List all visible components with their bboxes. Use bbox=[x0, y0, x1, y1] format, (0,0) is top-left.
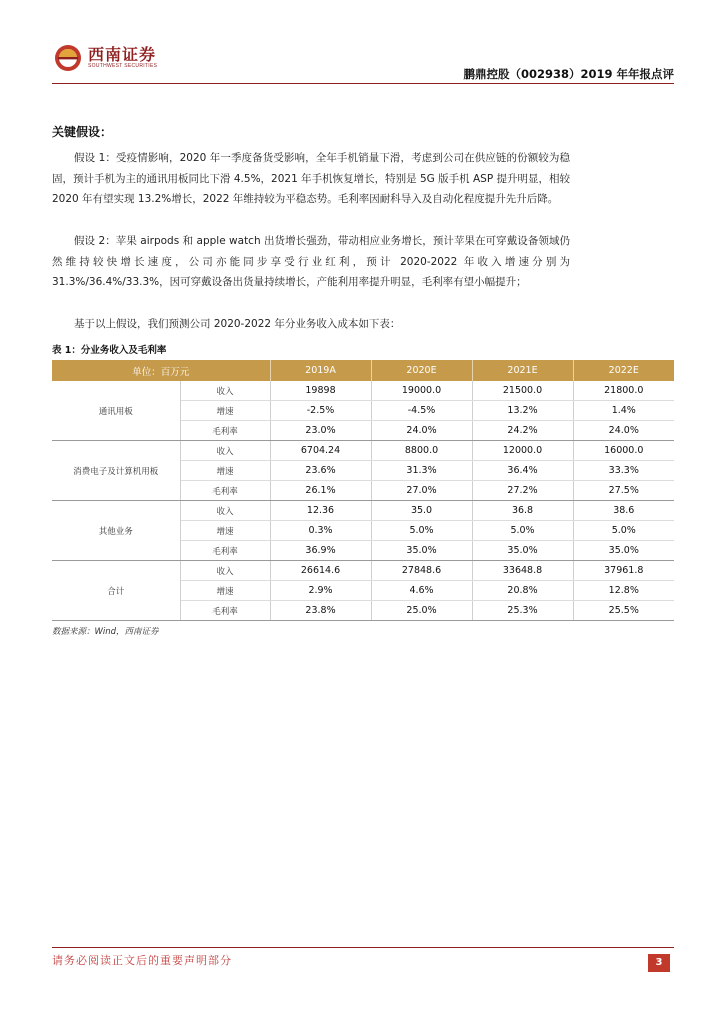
table-cell: 23.0% bbox=[270, 421, 371, 441]
table-cell: 23.8% bbox=[270, 601, 371, 621]
metric-label: 毛利率 bbox=[180, 541, 270, 561]
table-row bbox=[52, 561, 674, 581]
metric-label: 增速 bbox=[180, 461, 270, 481]
data-source-note: 数据来源：Wind，西南证券 bbox=[52, 627, 159, 637]
logo-subtitle: SOUTHWEST SECURITIES bbox=[88, 63, 158, 69]
table-cell: 36.4% bbox=[472, 461, 573, 481]
table-cell: 21800.0 bbox=[573, 381, 674, 401]
section-title: 关键假设： bbox=[52, 125, 113, 139]
paragraph-assumption-2: 假设 2：苹果 airpods 和 apple watch 出货增长强劲，带动相应业务增长，预计苹果在可穿戴设备领域仍然维持较快增长速度，公司亦能同步享受行业红利，预计 2020-2022 年收入增速分别为 31.3%/36.4%/33.3%，因可穿戴设备出货量持续增长，产能利用率提升明显，毛利率有望小幅提升； bbox=[52, 235, 570, 288]
report-title: 鹏鼎控股（002938）2019 年年报点评 bbox=[463, 67, 674, 81]
table-cell: -4.5% bbox=[371, 401, 472, 421]
revenue-margin-table bbox=[52, 360, 674, 621]
metric-label: 毛利率 bbox=[180, 601, 270, 621]
table-cell: 27.2% bbox=[472, 481, 573, 501]
metric-label: 毛利率 bbox=[180, 481, 270, 501]
table-row bbox=[52, 501, 674, 521]
metric-label: 收入 bbox=[180, 441, 270, 461]
header-divider bbox=[52, 83, 674, 84]
year-header: 2019A bbox=[270, 360, 371, 381]
year-header: 2021E bbox=[472, 360, 573, 381]
table-cell: 24.0% bbox=[371, 421, 472, 441]
table-cell: 8800.0 bbox=[371, 441, 472, 461]
table-cell: 21500.0 bbox=[472, 381, 573, 401]
table-cell: 19898 bbox=[270, 381, 371, 401]
metric-label: 收入 bbox=[180, 381, 270, 401]
table-cell: 31.3% bbox=[371, 461, 472, 481]
table-cell: 35.0 bbox=[371, 501, 472, 521]
metric-label: 增速 bbox=[180, 581, 270, 601]
table-cell: 38.6 bbox=[573, 501, 674, 521]
year-header: 2020E bbox=[371, 360, 472, 381]
table-cell: 0.3% bbox=[270, 521, 371, 541]
paragraph-forecast-intro: 基于以上假设，我们预测公司 2020-2022 年分业务收入成本如下表： bbox=[74, 318, 401, 330]
table-cell: 20.8% bbox=[472, 581, 573, 601]
metric-label: 收入 bbox=[180, 561, 270, 581]
table-cell: 5.0% bbox=[573, 521, 674, 541]
table-cell: 36.9% bbox=[270, 541, 371, 561]
table-cell: 27848.6 bbox=[371, 561, 472, 581]
table-caption: 表 1：分业务收入及毛利率 bbox=[52, 345, 167, 356]
table-row bbox=[52, 441, 674, 461]
table-cell: 16000.0 bbox=[573, 441, 674, 461]
table-cell: 13.2% bbox=[472, 401, 573, 421]
table-cell: 35.0% bbox=[371, 541, 472, 561]
table-header-row bbox=[52, 360, 674, 381]
table-cell: 26.1% bbox=[270, 481, 371, 501]
metric-label: 增速 bbox=[180, 401, 270, 421]
logo-text: 西南证券 bbox=[88, 45, 157, 64]
table-cell: 6704.24 bbox=[270, 441, 371, 461]
table-cell: 35.0% bbox=[472, 541, 573, 561]
unit-header: 单位：百万元 bbox=[52, 360, 270, 381]
segment-name: 合计 bbox=[52, 561, 180, 621]
table-cell: 5.0% bbox=[472, 521, 573, 541]
table-cell: 33.3% bbox=[573, 461, 674, 481]
table-cell: 23.6% bbox=[270, 461, 371, 481]
year-header: 2022E bbox=[573, 360, 674, 381]
table-cell: 33648.8 bbox=[472, 561, 573, 581]
table-cell: 24.2% bbox=[472, 421, 573, 441]
table-cell: 12.8% bbox=[573, 581, 674, 601]
table-cell: 35.0% bbox=[573, 541, 674, 561]
southwest-securities-logo-icon bbox=[54, 44, 82, 72]
table-cell: 25.3% bbox=[472, 601, 573, 621]
table-cell: 12.36 bbox=[270, 501, 371, 521]
segment-name: 消费电子及计算机用板 bbox=[52, 441, 180, 501]
footer-divider bbox=[52, 947, 674, 948]
table-cell: 4.6% bbox=[371, 581, 472, 601]
metric-label: 增速 bbox=[180, 521, 270, 541]
table-cell: 1.4% bbox=[573, 401, 674, 421]
table-row bbox=[52, 381, 674, 401]
table-cell: 36.8 bbox=[472, 501, 573, 521]
table-cell: 25.0% bbox=[371, 601, 472, 621]
table-cell: 26614.6 bbox=[270, 561, 371, 581]
table-cell: 27.5% bbox=[573, 481, 674, 501]
metric-label: 毛利率 bbox=[180, 421, 270, 441]
table-cell: -2.5% bbox=[270, 401, 371, 421]
table-cell: 2.9% bbox=[270, 581, 371, 601]
table-cell: 12000.0 bbox=[472, 441, 573, 461]
disclaimer-notice: 请务必阅读正文后的重要声明部分 bbox=[52, 954, 232, 967]
segment-name: 通讯用板 bbox=[52, 381, 180, 441]
table-cell: 27.0% bbox=[371, 481, 472, 501]
paragraph-assumption-1: 假设 1：受疫情影响，2020 年一季度备货受影响，全年手机销量下滑，考虑到公司在供应链的份额较为稳固，预计手机为主的通讯用板同比下滑 4.5%，2021 年手机恢复增长，特别是 5G 版手机 ASP 提升明显，相较 2020 年有望实现 13.2%增长，2022 年维持较为平稳态势。毛利率因耐科导入及自动化程度提升先升后降。 bbox=[52, 152, 570, 205]
segment-name: 其他业务 bbox=[52, 501, 180, 561]
page-header bbox=[52, 36, 674, 82]
table-cell: 5.0% bbox=[371, 521, 472, 541]
page-number: 3 bbox=[648, 954, 670, 972]
table-cell: 19000.0 bbox=[371, 381, 472, 401]
table-cell: 37961.8 bbox=[573, 561, 674, 581]
metric-label: 收入 bbox=[180, 501, 270, 521]
table-cell: 25.5% bbox=[573, 601, 674, 621]
table-cell: 24.0% bbox=[573, 421, 674, 441]
